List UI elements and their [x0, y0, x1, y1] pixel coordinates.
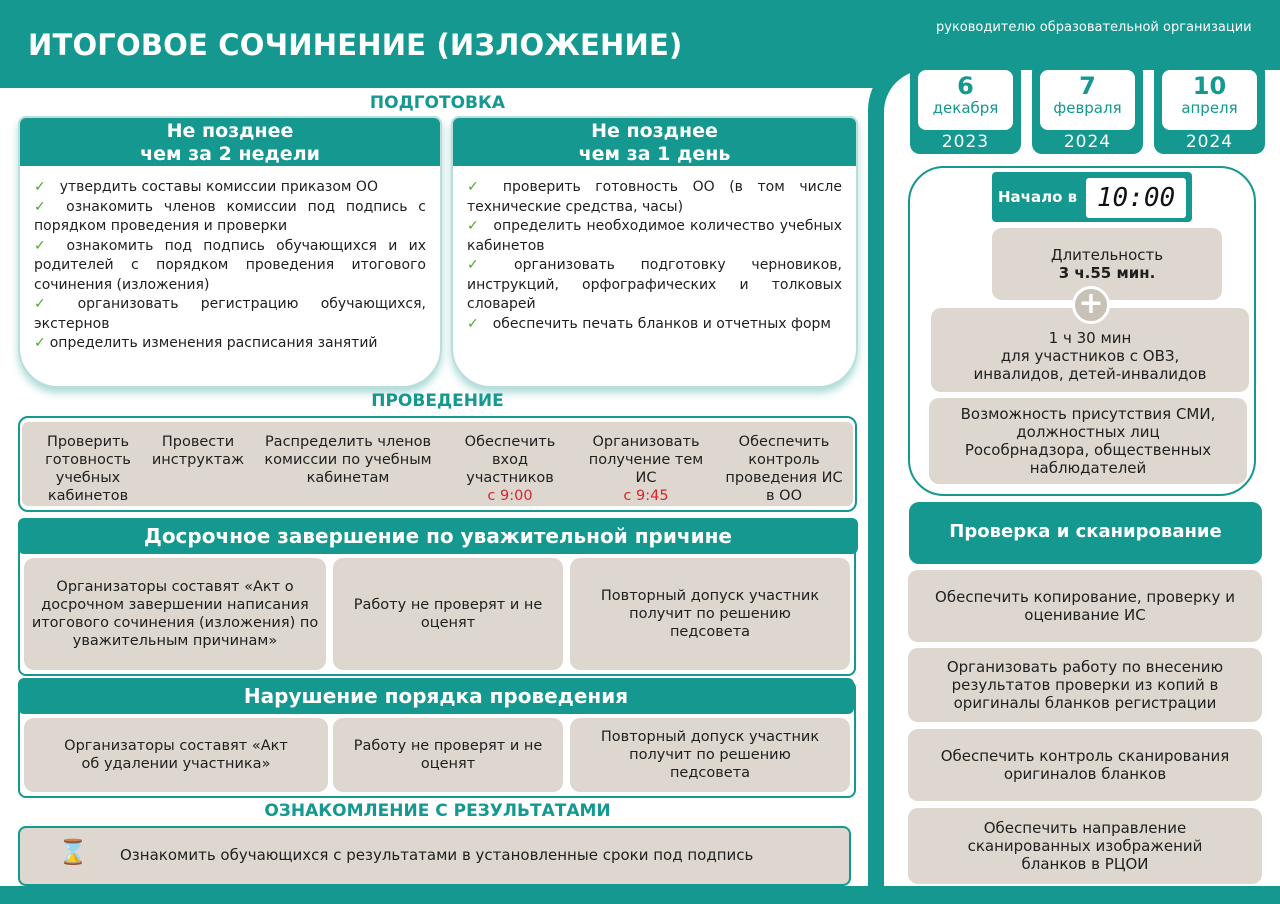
hourglass-icon: ⌛: [58, 838, 88, 866]
duration-box: [992, 228, 1222, 300]
start-label: Начало в: [998, 188, 1078, 206]
check-scan-item: Обеспечить направление сканированных изображений бланков в РЦОИ: [908, 808, 1262, 884]
checklist-item: ✓ обеспечить печать бланков и отчетных форм: [467, 315, 831, 332]
page-title: ИТОГОВОЕ СОЧИНЕНИЕ (ИЗЛОЖЕНИЕ): [28, 28, 683, 62]
checklist-item: ✓ определить необходимое количество учебных кабинетов: [467, 218, 842, 254]
page-subtitle: руководителю образовательной организации: [936, 20, 1252, 35]
checkmark-icon: ✓: [34, 179, 46, 195]
checkmark-icon: ✓: [34, 237, 53, 254]
checkmark-icon: ✓: [467, 218, 480, 234]
extra-time-value: 1 ч 30 мин: [1048, 329, 1132, 347]
checkmark-icon: ✓: [34, 198, 53, 215]
date-card-face: [918, 70, 1013, 130]
check-scan-item: Обеспечить копирование, проверку и оценивание ИС: [908, 570, 1262, 642]
prep-card-1-day: [451, 116, 858, 388]
early-finish-box: Организаторы составят «Акт о досрочном завершении написания итогового сочинения (изложения) по уважительным причинам»: [24, 558, 326, 670]
check-scan-heading: Проверка и сканирование: [909, 502, 1262, 564]
violation-box: Организаторы составят «Акт об удалении участника»: [24, 718, 328, 792]
prep-card-title: Не позднее чем за 2 недели: [20, 118, 440, 166]
violation-heading: Нарушение порядка проведения: [18, 678, 854, 714]
date-day: 7: [1079, 72, 1096, 100]
date-year: 2023: [941, 132, 990, 152]
date-day: 10: [1192, 72, 1227, 100]
violation-box: Работу не проверят и не оценят: [333, 718, 563, 792]
checklist-item: ✓ определить изменения расписания занятий: [34, 335, 378, 351]
early-finish-box: Повторный допуск участник получит по решению педсовета: [570, 558, 850, 670]
digital-clock: 10:00: [1086, 178, 1186, 218]
date-day: 6: [957, 72, 974, 100]
date-card-face: [1162, 70, 1257, 130]
checklist-item: ✓ утвердить составы комиссии приказом ОО: [34, 179, 378, 195]
prep-card-2-weeks: [18, 116, 442, 388]
date-month: декабря: [932, 99, 999, 117]
extra-time-for: для участников с ОВЗ, инвалидов, детей-инвалидов: [973, 347, 1207, 383]
section-heading-conduct: ПРОВЕДЕНИЕ: [371, 391, 504, 411]
date-month: февраля: [1053, 99, 1122, 117]
date-year: 2024: [1185, 132, 1234, 152]
early-finish-box: Работу не проверят и не оценят: [333, 558, 563, 670]
section-heading-results: ОЗНАКОМЛЕНИЕ С РЕЗУЛЬТАТАМИ: [264, 801, 611, 821]
presence-box: Возможность присутствия СМИ, должностных лиц Рособрнадзора, общественных наблюдателей: [929, 398, 1247, 484]
check-scan-item: Организовать работу по внесению результатов проверки из копий в оригиналы бланков регистрации: [908, 648, 1262, 722]
checklist-item: ✓ проверить готовность ОО (в том числе технические средства, часы): [467, 179, 842, 215]
checkmark-icon: ✓: [34, 296, 64, 312]
date-card-face: [1040, 70, 1135, 130]
section-heading-preparation: ПОДГОТОВКА: [369, 93, 506, 113]
date-year: 2024: [1063, 132, 1112, 152]
time-label: с 9:00: [487, 488, 533, 504]
plus-icon: +: [1072, 286, 1110, 324]
results-text: Ознакомить обучающихся с результатами в установленные сроки под подпись: [120, 846, 754, 864]
conduct-step: Обеспечить вход участников с 9:00: [452, 433, 568, 505]
duration-label: Длительность: [1050, 246, 1164, 264]
conduct-step: Распределить членов комиссии по учебным кабинетам: [264, 434, 432, 486]
time-label: с 9:45: [623, 488, 669, 504]
checklist-item: ✓ организовать подготовку черновиков, инструкций, орфографических и толковых словарей: [467, 257, 842, 312]
date-month: апреля: [1181, 99, 1238, 117]
checklist: [453, 166, 856, 334]
conduct-step: Организовать получение тем ИС с 9:45: [580, 433, 712, 505]
checklist-item: ✓ ознакомить членов комиссии под подпись с порядком проведения и проверки: [34, 198, 426, 234]
conduct-step: Обеспечить контроль проведения ИС в ОО: [725, 434, 843, 504]
checklist-item: ✓ ознакомить под подпись обучающихся и их родителей с порядком проведения итогового сочинения (изложения): [34, 237, 426, 293]
duration-value: 3 ч.55 мин.: [1058, 264, 1156, 282]
early-finish-heading: Досрочное завершение по уважительной причине: [18, 518, 858, 554]
footer-bar: [0, 886, 1280, 904]
check-scan-item: Обеспечить контроль сканирования оригиналов бланков: [908, 729, 1262, 801]
checkmark-icon: ✓: [467, 257, 501, 273]
checkmark-icon: ✓: [467, 315, 479, 332]
date-card-april: [1154, 62, 1265, 154]
date-card-december: [910, 62, 1021, 154]
checklist: [20, 166, 440, 354]
checklist-item: ✓ организовать регистрацию обучающихся, экстернов: [34, 296, 426, 332]
checkmark-icon: ✓: [34, 335, 46, 351]
conduct-step: Проверить готовность учебных кабинетов: [45, 434, 131, 504]
prep-card-title: Не позднее чем за 1 день: [453, 118, 856, 166]
conduct-step: Провести инструктаж: [151, 434, 245, 468]
violation-box: Повторный допуск участник получит по решению педсовета: [570, 718, 850, 792]
date-card-february: [1032, 62, 1143, 154]
checkmark-icon: ✓: [467, 179, 489, 195]
